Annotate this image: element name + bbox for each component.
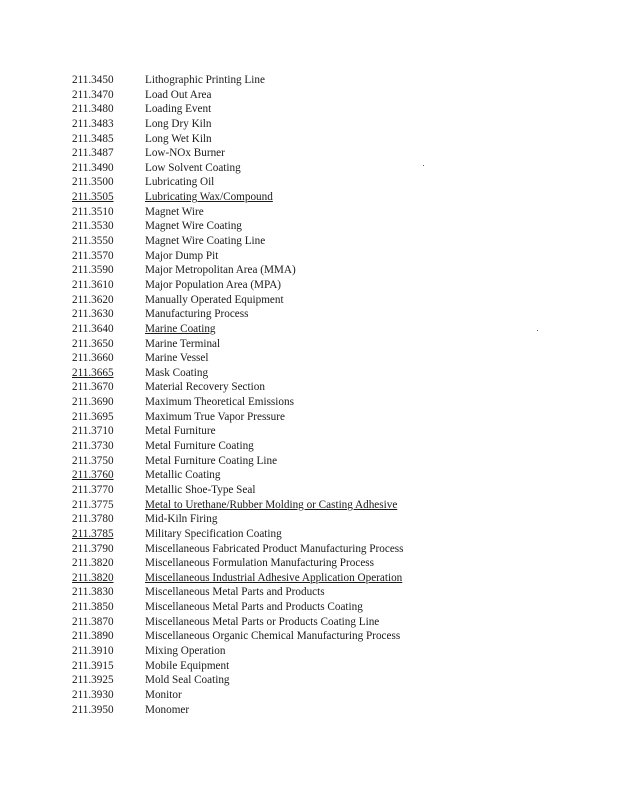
list-item: [72, 454, 404, 469]
list-item: [72, 688, 404, 703]
list-item: [72, 410, 404, 425]
definition-term: Maximum True Vapor Pressure: [145, 410, 285, 423]
definitions-list: [72, 73, 404, 717]
section-number: 211.3785: [72, 527, 114, 540]
definition-term: Miscellaneous Metal Parts and Products Coating: [145, 601, 363, 614]
definition-term: Metal Furniture: [145, 425, 216, 438]
definition-term: Metal Furniture Coating Line: [145, 454, 278, 467]
list-item: [72, 615, 404, 630]
definition-term: Major Population Area (MPA): [145, 278, 282, 291]
list-item: [72, 542, 404, 557]
definition-term: Long Wet Kiln: [145, 132, 212, 145]
definition-term: Major Dump Pit: [145, 249, 219, 262]
definition-term: Load Out Area: [145, 88, 212, 101]
section-number: 211.3590: [72, 264, 114, 277]
section-number: 211.3510: [72, 205, 114, 218]
definition-term: Manufacturing Process: [145, 308, 249, 321]
definition-term: Long Dry Kiln: [145, 117, 212, 130]
definition-term: Metallic Coating: [145, 469, 221, 482]
section-number: 211.3550: [72, 235, 114, 248]
section-number: 211.3695: [72, 410, 114, 423]
section-number: 211.3630: [72, 308, 114, 321]
definition-term: Lithographic Printing Line: [145, 74, 265, 86]
section-number: 211.3820: [72, 571, 114, 584]
definition-term: Mixing Operation: [145, 644, 226, 657]
section-number: 211.3850: [72, 601, 114, 614]
section-number: 211.3770: [72, 483, 114, 496]
list-item: [72, 571, 404, 586]
definition-term: Major Metropolitan Area (MMA): [145, 264, 296, 277]
section-number: 211.3500: [72, 176, 114, 189]
list-item: [72, 629, 404, 644]
definition-term: Miscellaneous Fabricated Product Manufacturing Process: [145, 542, 404, 555]
list-item: [72, 322, 404, 337]
list-item: [72, 293, 404, 308]
definition-term: Mid-Kiln Firing: [145, 513, 218, 526]
definition-term: Metallic Shoe-Type Seal: [145, 483, 256, 496]
list-item: [72, 102, 404, 117]
list-item: [72, 146, 404, 161]
section-number: 211.3750: [72, 454, 114, 467]
list-item: [72, 307, 404, 322]
list-item: [72, 424, 404, 439]
definition-term: Material Recovery Section: [145, 381, 265, 394]
list-item: [72, 703, 404, 718]
section-number: 211.3710: [72, 425, 114, 438]
definition-term: Metal to Urethane/Rubber Molding or Casting Adhesive: [145, 498, 398, 511]
definition-term: Miscellaneous Industrial Adhesive Application Operation: [145, 571, 403, 584]
list-item: [72, 395, 404, 410]
list-item: [72, 175, 404, 190]
definition-term: Lubricating Wax/Compound: [145, 191, 273, 204]
list-item: [72, 205, 404, 220]
section-number: 211.3490: [72, 161, 114, 174]
list-item: [72, 512, 404, 527]
section-number: 211.3775: [72, 498, 114, 511]
list-item: [72, 556, 404, 571]
list-item: [72, 483, 404, 498]
list-item: [72, 249, 404, 264]
list-item: [72, 219, 404, 234]
scan-speck: [537, 330, 538, 331]
definition-term: Miscellaneous Metal Parts or Products Coating Line: [145, 615, 380, 628]
list-item: [72, 380, 404, 395]
list-item: [72, 88, 404, 103]
section-number: 211.3640: [72, 322, 114, 335]
list-item: [72, 351, 404, 366]
section-number: 211.3505: [72, 191, 114, 204]
section-number: 211.3660: [72, 352, 114, 365]
definition-term: Magnet Wire Coating Line: [145, 235, 266, 248]
list-item: [72, 527, 404, 542]
definition-term: Marine Coating: [145, 322, 216, 335]
section-number: 211.3910: [72, 644, 114, 657]
definition-term: Loading Event: [145, 103, 212, 116]
list-item: [72, 585, 404, 600]
list-item: [72, 366, 404, 381]
definition-term: Low-NOx Burner: [145, 147, 225, 160]
section-number: 211.3483: [72, 117, 114, 130]
definition-term: Mobile Equipment: [145, 659, 230, 672]
section-number: 211.3915: [72, 659, 114, 672]
definition-term: Maximum Theoretical Emissions: [145, 396, 294, 409]
list-item: [72, 190, 404, 205]
definition-term: Monomer: [145, 703, 190, 716]
definition-term: Marine Terminal: [145, 337, 221, 350]
section-number: 211.3665: [72, 366, 114, 379]
definition-term: Marine Vessel: [145, 352, 209, 365]
list-item: [72, 117, 404, 132]
section-number: 211.3530: [72, 220, 114, 233]
definition-term: Lubricating Oil: [145, 176, 215, 189]
section-number: 211.3670: [72, 381, 114, 394]
definition-term: Metal Furniture Coating: [145, 440, 254, 453]
definition-term: Mask Coating: [145, 366, 209, 379]
definition-term: Mold Seal Coating: [145, 674, 230, 687]
scan-speck: [423, 165, 424, 166]
list-item: [72, 468, 404, 483]
list-item: [72, 644, 404, 659]
definition-term: Magnet Wire Coating: [145, 220, 242, 233]
section-number: 211.3650: [72, 337, 114, 350]
list-item: [72, 498, 404, 513]
list-item: [72, 439, 404, 454]
list-item: [72, 234, 404, 249]
definition-term: Military Specification Coating: [145, 527, 282, 540]
list-item: [72, 600, 404, 615]
section-number: 211.3890: [72, 630, 114, 643]
section-number: 211.3760: [72, 469, 114, 482]
section-number: 211.3610: [72, 278, 114, 291]
definition-term: Magnet Wire: [145, 205, 204, 218]
definition-term: Miscellaneous Formulation Manufacturing Process: [145, 557, 374, 570]
section-number: 211.3950: [72, 703, 114, 716]
definition-term: Manually Operated Equipment: [145, 293, 284, 306]
section-number: 211.3570: [72, 249, 114, 262]
section-number: 211.3730: [72, 440, 114, 453]
section-number: 211.3690: [72, 396, 114, 409]
list-item: [72, 161, 404, 176]
section-number: 211.3820: [72, 557, 114, 570]
section-number: 211.3925: [72, 674, 114, 687]
section-number: 211.3485: [72, 132, 114, 145]
definition-term: Miscellaneous Metal Parts and Products: [145, 586, 325, 599]
section-number: 211.3450: [72, 74, 114, 86]
section-number: 211.3487: [72, 147, 114, 160]
list-item: [72, 337, 404, 352]
definition-term: Low Solvent Coating: [145, 161, 241, 174]
list-item: [72, 73, 404, 88]
definition-term: Miscellaneous Organic Chemical Manufacturing Process: [145, 630, 401, 643]
section-number: 211.3790: [72, 542, 114, 555]
section-number: 211.3930: [72, 688, 114, 701]
list-item: [72, 132, 404, 147]
list-item: [72, 278, 404, 293]
section-number: 211.3830: [72, 586, 114, 599]
section-number: 211.3870: [72, 615, 114, 628]
list-item: [72, 673, 404, 688]
section-number: 211.3480: [72, 103, 114, 116]
list-item: [72, 659, 404, 674]
section-number: 211.3470: [72, 88, 114, 101]
definition-term: Monitor: [145, 688, 182, 701]
list-item: [72, 263, 404, 278]
section-number: 211.3780: [72, 513, 114, 526]
section-number: 211.3620: [72, 293, 114, 306]
